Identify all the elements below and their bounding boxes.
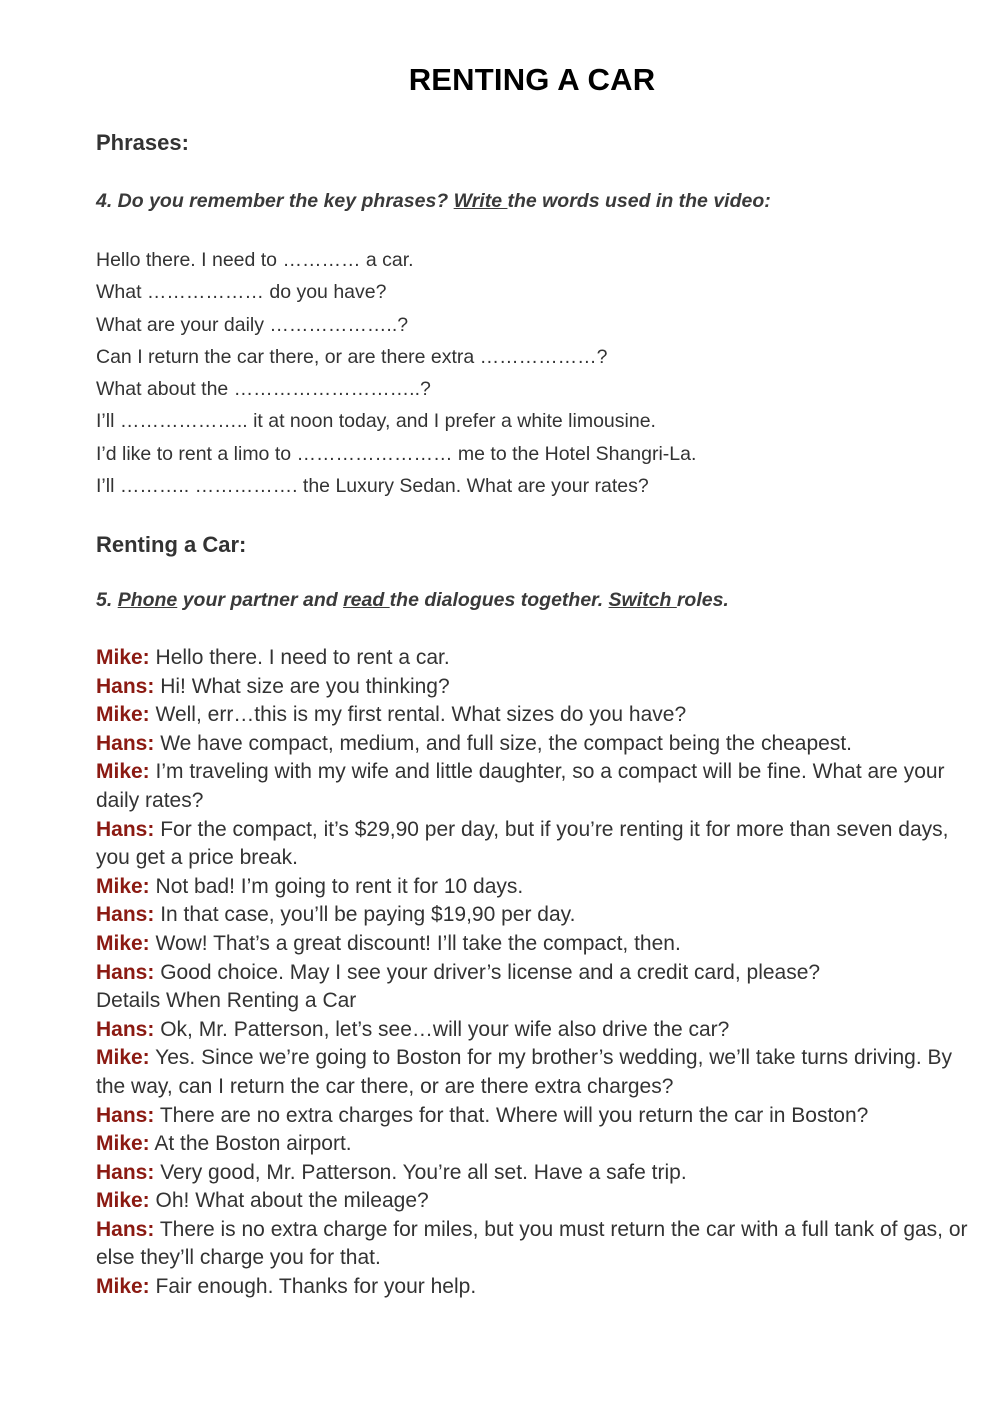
- dialogue-line: [96, 1159, 981, 1188]
- dialogue: [96, 644, 981, 1302]
- speaker-name: Mike:: [96, 703, 150, 727]
- dialogue-text: At the Boston airport.: [149, 1132, 352, 1156]
- speaker-name: Mike:: [96, 646, 150, 669]
- speaker-name: Hans:: [96, 817, 155, 841]
- dialogue-line: [96, 758, 981, 815]
- dialogue-subheading: [96, 987, 981, 1016]
- phrase-line: I’ll ……….. ……………. the Luxury Sedan. What are your rates?: [96, 475, 649, 498]
- dialogue-text: Wow! That’s a great discount! I’ll take the compact, then.: [149, 931, 681, 955]
- phrase-list: [96, 244, 976, 502]
- phrase-line: What about the ………………………..?: [96, 378, 431, 401]
- speaker-name: Hans:: [96, 960, 155, 984]
- speaker-name: Hans:: [96, 1017, 155, 1041]
- phrase-line: Hello there. I need to ………… a car.: [96, 249, 414, 271]
- dialogue-text: We have compact, medium, and full size, the compact being the cheapest.: [154, 731, 853, 755]
- dialogue-text: For the compact, it’s $29,90 per day, but if you’re renting it for more than seven days, you get a price break.: [96, 817, 949, 870]
- dialogue-line: [96, 1216, 981, 1273]
- dialogue-text: Yes. Since we’re going to Boston for my brother’s wedding, we’ll take turns driving. By the way, can I return the car there, or are there extra charges?: [96, 1046, 952, 1098]
- dialogue-line: [96, 644, 981, 673]
- dialogue-text: Hi! What size are you thinking?: [154, 674, 450, 698]
- dialogue-text: I’m traveling with my wife and little daughter, so a compact will be fine. What are your daily rates?: [96, 760, 945, 812]
- dialogue-line: [96, 1102, 981, 1131]
- dialogue-line: [96, 1044, 981, 1101]
- speaker-name: Mike:: [96, 1046, 150, 1070]
- speaker-name: Mike:: [96, 874, 150, 898]
- dialogue-line: [96, 1273, 981, 1302]
- dialogue-line: [96, 1016, 981, 1045]
- dialogue-line: [96, 730, 981, 759]
- speaker-name: Hans:: [96, 1160, 155, 1184]
- speaker-name: Hans:: [96, 1103, 155, 1127]
- speaker-name: Mike:: [96, 1132, 150, 1156]
- dialogue-text: There are no extra charges for that. Where will you return the car in Boston?: [154, 1103, 869, 1127]
- dialogue-text: Good choice. May I see your driver’s license and a credit card, please?: [154, 960, 821, 984]
- dialogue-text: Well, err…this is my first rental. What sizes do you have?: [149, 703, 687, 727]
- instruction-part: the dialogues together.: [389, 589, 609, 611]
- dialogue-text: Ok, Mr. Patterson, let’s see…will your wife also drive the car?: [154, 1017, 730, 1041]
- instruction-underlined-read: read: [343, 589, 390, 611]
- phrase-line: I’ll ……………….. it at noon today, and I prefer a white limousine.: [96, 410, 656, 433]
- dialogue-line: [96, 701, 981, 730]
- instruction-part: your partner and: [177, 589, 344, 611]
- dialogue-line: [96, 959, 981, 988]
- instruction-part: 5.: [96, 589, 118, 611]
- dialogue-line: [96, 901, 981, 930]
- dialogue-instruction: [96, 589, 729, 612]
- instruction-underlined-phone: Phone: [117, 589, 178, 611]
- speaker-name: Hans:: [96, 674, 155, 698]
- instruction-underlined-switch: Switch: [608, 589, 677, 611]
- phrases-heading: Phrases:: [96, 130, 189, 155]
- speaker-name: Hans:: [96, 903, 155, 927]
- dialogue-line: [96, 1130, 981, 1159]
- dialogue-text: In that case, you’ll be paying $19,90 per day.: [154, 903, 576, 927]
- dialogue-line: [96, 673, 981, 702]
- instruction-part: roles.: [676, 589, 729, 611]
- instruction-underlined-write: Write: [453, 190, 508, 212]
- dialogue-line: [96, 816, 981, 873]
- speaker-name: Mike:: [96, 1275, 150, 1299]
- dialogue-text: Hello there. I need to rent a car.: [149, 646, 450, 669]
- dialogue-line: [96, 930, 981, 959]
- dialogue-text: There is no extra charge for miles, but you must return the car with a full tank of gas, or else they’ll charge you for that.: [96, 1217, 968, 1270]
- phrase-line: What ……………… do you have?: [96, 281, 387, 304]
- speaker-name: Mike:: [96, 760, 150, 784]
- speaker-name: Mike:: [96, 931, 150, 955]
- dialogue-text: Details When Renting a Car: [96, 989, 357, 1013]
- dialogue-text: Fair enough. Thanks for your help.: [149, 1275, 477, 1299]
- dialogue-text: Oh! What about the mileage?: [149, 1189, 429, 1213]
- page-title: RENTING A CAR: [408, 62, 656, 97]
- dialogue-text: Very good, Mr. Patterson. You’re all set. Have a safe trip.: [154, 1160, 687, 1184]
- speaker-name: Mike:: [96, 1189, 150, 1213]
- phrase-line: What are your daily ………………..?: [96, 313, 409, 336]
- speaker-name: Hans:: [96, 731, 155, 755]
- instruction-suffix: the words used in the video:: [507, 190, 771, 212]
- dialogue-text: Not bad! I’m going to rent it for 10 days.: [149, 874, 524, 898]
- phrase-line: I’d like to rent a limo to …………………… me to the Hotel Shangri-La.: [96, 442, 697, 465]
- phrases-instruction: [96, 190, 771, 213]
- renting-heading: Renting a Car:: [96, 532, 247, 557]
- dialogue-line: [96, 873, 981, 902]
- phrase-line: Can I return the car there, or are there extra ………………?: [96, 345, 608, 368]
- instruction-prefix: 4. Do you remember the key phrases?: [96, 190, 454, 212]
- dialogue-line: [96, 1187, 981, 1216]
- speaker-name: Hans:: [96, 1217, 155, 1241]
